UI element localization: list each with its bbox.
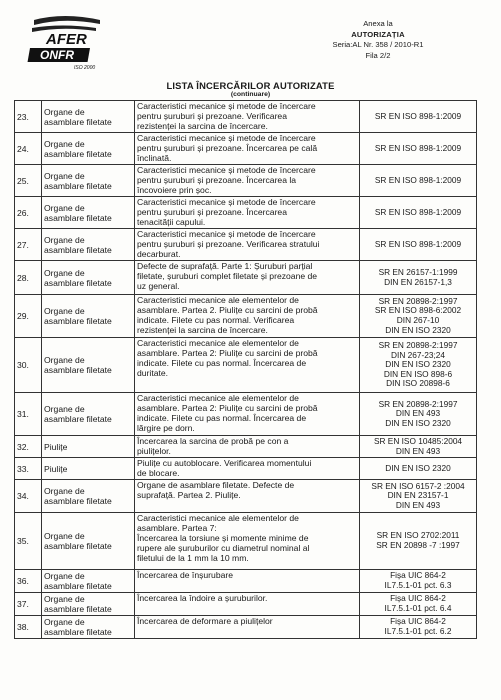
row-description [135,513,360,570]
row-number: 37. [15,593,42,616]
row-category-line: Organe de [44,202,85,213]
row-description-line: filetate, șuruburi complet filetate și prezoane de [137,271,318,281]
row-description-line: înclinată. [137,153,172,163]
row-description-line: Încercarea de deformare a piulițelor [137,616,273,626]
row-category-line: Organe de [44,106,85,117]
row-category [42,101,135,133]
row-description-line: Caracteristici mecanice și metode de încercare [137,101,316,111]
row-standard [360,133,477,165]
row-number: 36. [15,570,42,593]
row-description-line: Caracteristici mecanice și metode de încercare [137,229,316,239]
row-standard-line: SR EN 20898 -7 :1997 [376,540,460,550]
row-description-line: încovoiere prin șoc. [137,185,212,195]
row-category-line: Organe de [44,486,85,496]
row-standard-line: Fișa UIC 864-2 [390,593,446,604]
row-standard [360,197,477,229]
row-number: 26. [15,197,42,229]
row-description-line: rezistenței la sarcina de încercare. [137,325,268,335]
row-number: 32. [15,436,42,458]
row-standard-line: DIN EN ISO 2320 [385,359,451,370]
annex-series: Seria:AL Nr. 358 / 2010-R1 [332,40,424,49]
row-description [135,338,360,393]
row-description-line: filetului de la 1 mm la 10 mm. [137,553,249,563]
row-number: 27. [15,229,42,261]
row-description-line: asamblare. Partea 2: Piulițe cu sarcini de probă [137,348,318,358]
table-row [15,616,477,639]
row-standard-line: DIN EN ISO 2320 [385,324,451,335]
afer-onfr-logo [26,14,106,72]
page-title: LISTA ÎNCERCĂRILOR AUTORIZATE [166,80,335,91]
table-row [15,436,477,458]
row-description-line: Caracteristici mecanice ale elementelor de [137,295,299,305]
row-category [42,513,135,570]
row-category-line: Organe de [44,594,85,604]
row-standard-line: SR EN ISO 2702:2011 [376,530,460,541]
table-row [15,101,477,133]
row-standard-line: DIN 267-23;24 [391,349,445,360]
row-description [135,436,360,458]
row-category-line: asamblare filetate [44,365,112,375]
row-description-line: asamblare. Partea 2: Piulițe cu sarcini de probă [137,403,318,413]
row-description-line: indicate. Filete cu pas normal. Verificarea [137,315,295,325]
row-standard [360,338,477,393]
row-standard-line: SR EN ISO 898-1:2009 [374,206,462,217]
row-description-line: Caracteristici mecanice ale elementelor de [137,338,299,348]
table-row [15,338,477,393]
table-row [15,133,477,165]
row-standard-line: SR EN ISO 898-1:2009 [374,142,462,153]
row-description-line: Caracteristici mecanice și metode de încercare [137,197,316,207]
row-standard-line: DIN EN 493 [395,445,441,456]
row-description-line: asamblare. Partea 7: [137,523,217,533]
row-category [42,393,135,436]
row-description-line: Caracteristici mecanice ale elementelor de [137,393,299,403]
logo-iso-text: ISO 2000 [74,65,96,71]
row-description-line: asamblare. Partea 2. Piulițe cu sarcini de probă [137,305,318,315]
row-description-line: Defecte de suprafață. Parte 1: Șuruburi parțial [137,261,313,271]
row-category [42,295,135,338]
row-category [42,480,135,513]
row-description [135,570,360,593]
row-standard [360,393,477,436]
row-category-line: asamblare filetate [44,581,112,591]
row-description-line: duritate. [137,368,169,378]
row-description [135,458,360,480]
row-number: 23. [15,101,42,133]
row-category-line: Organe de [44,234,85,245]
row-category-line: asamblare filetate [44,116,112,127]
table-row [15,480,477,513]
row-standard-line: SR EN 20898-2:1997 [378,398,458,409]
row-number: 30. [15,338,42,393]
row-standard-line: IL7.5.1-01 pct. 6.3 [384,580,452,590]
row-category [42,165,135,197]
row-standard-line: Fișa UIC 864-2 [390,570,446,581]
row-category [42,436,135,458]
row-standard-line: SR EN ISO 6157-2 :2004 [371,480,465,491]
row-category-line: asamblare filetate [44,541,112,551]
row-description-line: indicate. Filete cu pas normal. Încercarea de [137,358,307,368]
row-standard [360,165,477,197]
row-category-line: Organe de [44,306,85,316]
row-standard-line: SR EN ISO 898-1:2009 [374,174,462,185]
row-description-line: rupere ale șuruburilor cu diametrul nominal al [137,543,310,553]
row-category-line: Organe de [44,571,85,581]
table-row [15,393,477,436]
row-category-line: asamblare filetate [44,496,112,506]
row-number: 24. [15,133,42,165]
row-standard-line: DIN EN ISO 2320 [385,462,451,473]
row-description [135,480,360,513]
row-description-line: suprafață. Partea 2. Piulițe. [137,490,241,500]
table-row [15,513,477,570]
row-standard [360,458,477,480]
row-standard-line: DIN ISO 20898-6 [386,378,450,389]
row-standard-line: SR EN 20898-2:1997 [378,340,458,351]
row-description [135,616,360,639]
row-description [135,197,360,229]
row-description [135,261,360,295]
row-category [42,261,135,295]
row-description-line: Încercarea la sarcina de probă pe con a [137,436,289,446]
row-category-line: Piulițe [44,441,68,452]
row-standard-line: SR EN ISO 898-1:2009 [374,110,462,121]
row-description-line: lărgire pe dorn. [137,423,195,433]
row-description-line: Încercarea la torsiune și momente minime de [137,533,309,543]
row-description-line: Caracteristici mecanice ale elementelor de [137,513,299,523]
row-standard [360,101,477,133]
table-row [15,570,477,593]
row-number: 35. [15,513,42,570]
row-number: 28. [15,261,42,295]
row-category-line: Organe de [44,267,85,278]
row-description [135,393,360,436]
row-description [135,229,360,261]
row-category-line: asamblare filetate [44,604,112,614]
tests-table [14,100,477,639]
row-category [42,197,135,229]
row-category [42,593,135,616]
row-description-line: pentru șuruburi și prezoane. Încercarea pe cală [137,143,318,153]
row-category-line: asamblare filetate [44,148,112,159]
row-category-line: asamblare filetate [44,627,112,637]
row-category-line: Organe de [44,355,85,365]
row-standard [360,295,477,338]
row-standard-line: DIN 267-10 [396,315,440,325]
row-standard [360,513,477,570]
table-row [15,295,477,338]
row-category-line: Organe de [44,138,85,149]
row-category [42,229,135,261]
annex-page-number: Fila 2/2 [365,50,391,60]
row-category-line: Organe de [44,531,85,541]
row-standard-line: IL7.5.1-01 pct. 6.4 [384,603,452,613]
table-row [15,261,477,295]
row-number: 29. [15,295,42,338]
row-category-line: asamblare filetate [44,212,112,223]
row-number: 34. [15,480,42,513]
row-standard-line: DIN EN 23157-1 [387,490,449,501]
row-description-line: Caracteristici mecanice și metode de încercare [137,165,316,175]
row-description-line: pentru șuruburi și prezoane. Verificarea [137,111,287,121]
row-description [135,133,360,165]
row-standard-line: DIN EN ISO 2320 [385,417,451,428]
annex-header [313,19,443,61]
annex-document-name: AUTORIZAȚIA [351,29,405,39]
row-description-line: rezistenței la sarcina de încercare. [137,121,268,131]
row-number: 31. [15,393,42,436]
row-category-line: asamblare filetate [44,180,112,191]
row-description-line: pentru șuruburi și prezoane. Încercarea [137,207,287,217]
annex-label: Anexa la [363,19,393,28]
table-row [15,458,477,480]
row-category-line: asamblare filetate [44,414,112,424]
row-standard [360,229,477,261]
row-standard-line: SR EN 26157-1:1999 [378,266,458,277]
logo-onfr-text: ONFR [40,48,74,62]
row-category-line: Piulițe [44,463,68,474]
row-number: 25. [15,165,42,197]
row-standard-line: Fișa UIC 864-2 [390,616,446,627]
row-description-line: Încercarea de înșurubare [137,570,234,580]
row-standard-line: DIN EN 26157-1,3 [384,276,452,287]
row-description-line: pentru șuruburi și prezoane. Verificarea stratului [137,239,320,249]
row-category-line: Organe de [44,617,85,627]
row-description-line: Piulițe cu autoblocare. Verificarea momentului [137,458,312,468]
row-category-line: asamblare filetate [44,277,112,288]
row-standard [360,570,477,593]
table-row [15,593,477,616]
row-standard [360,616,477,639]
row-number: 33. [15,458,42,480]
row-category [42,338,135,393]
row-category-line: Organe de [44,170,85,181]
table-row [15,229,477,261]
row-standard-line: SR EN ISO 898-1:2009 [374,238,462,249]
row-standard-line: DIN EN ISO 898-6 [383,368,453,379]
row-standard [360,436,477,458]
row-standard-line: SR EN 20898-2:1997 [378,295,458,306]
row-standard [360,261,477,295]
page-subtitle: (continuare) [230,91,271,98]
row-description-line: pentru șuruburi și prezoane. Încercarea la [137,175,297,185]
row-standard-line: SR EN ISO 898-6:2002 [374,305,462,316]
row-description-line: Încercarea la îndoire a șuruburilor. [137,593,268,603]
row-description [135,101,360,133]
row-description-line: decarburat. [137,249,181,259]
row-category-line: asamblare filetate [44,244,112,255]
row-category-line: Organe de [44,404,85,414]
row-standard-line: SR EN ISO 10485:2004 [373,435,463,446]
row-category-line: asamblare filetate [44,316,112,326]
table-row [15,165,477,197]
row-description [135,295,360,338]
row-description [135,593,360,616]
row-description-line: Organe de asamblare filetate. Defecte de [137,480,295,490]
row-standard-line: DIN EN 493 [395,408,441,419]
logo-afer-text: AFER [46,31,87,48]
row-description-line: tenacității capului. [137,217,206,227]
row-description-line: indicate. Filete cu pas normal. Încercarea de [137,413,307,423]
row-standard [360,593,477,616]
row-number: 38. [15,616,42,639]
row-category [42,133,135,165]
row-standard [360,480,477,513]
row-description-line: piulițelor. [137,446,171,456]
row-description-line: uz general. [137,281,180,291]
row-standard-line: IL7.5.1-01 pct. 6.2 [384,626,452,636]
row-category [42,458,135,480]
row-description-line: de blocare. [137,468,180,478]
row-standard-line: DIN EN 493 [395,499,441,510]
row-category [42,570,135,593]
row-category [42,616,135,639]
row-description-line: Caracteristici mecanice și metode de încercare [137,133,316,143]
row-description [135,165,360,197]
table-row [15,197,477,229]
